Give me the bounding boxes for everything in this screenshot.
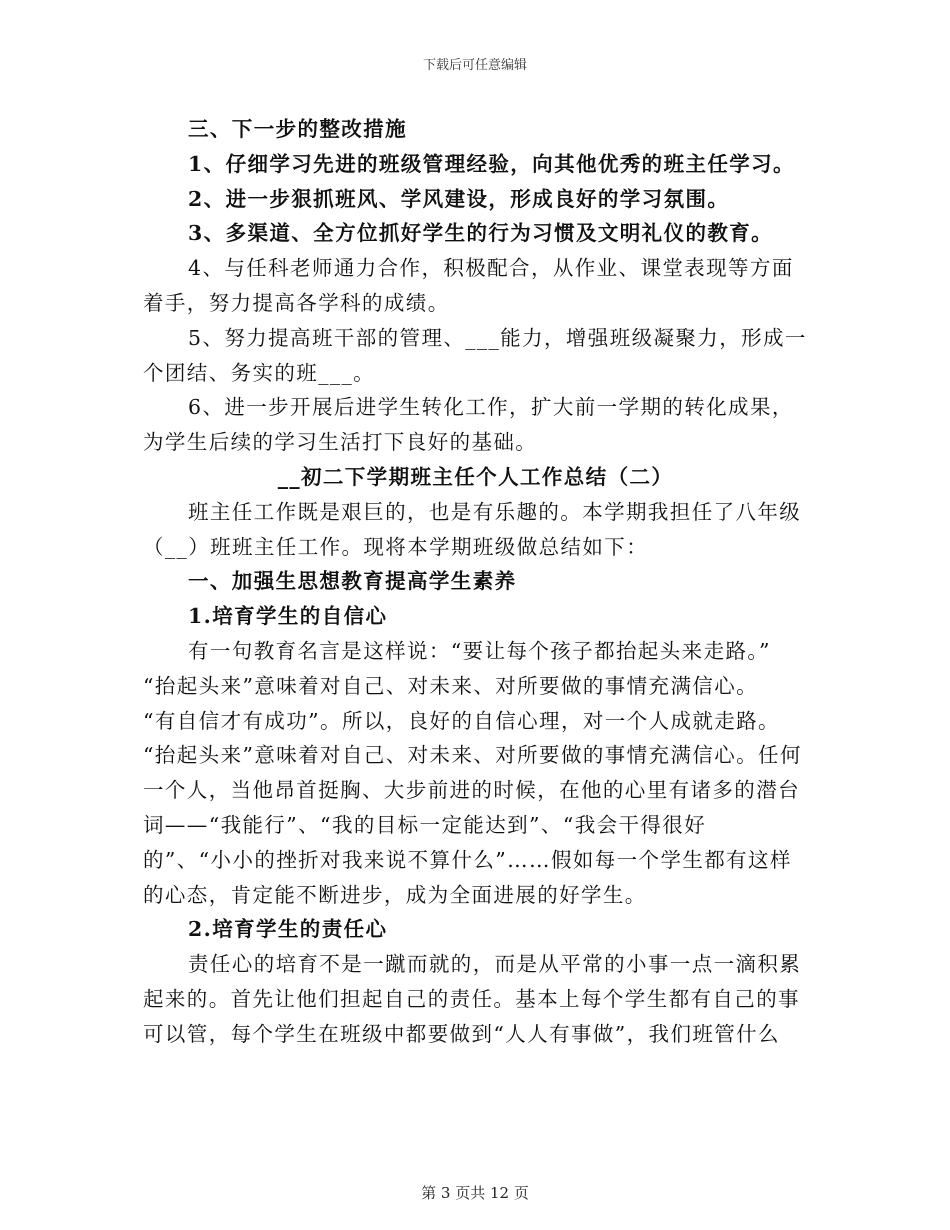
measure-5: 5、努力提高班干部的管理、___能力，增强班级凝聚力，形成一个团结、务实的班___。: [143, 325, 807, 385]
document-title: __初二下学期班主任个人工作总结（二）: [277, 464, 674, 489]
responsibility-paragraph: 责任心的培育不是一蹴而就的，而是从平常的小事一点一滴积累起来的。首先让他们担起自己的责任。基本上每个学生都有自己的事可以管，每个学生在班级中都要做到“人人有事做”，我们班管什么: [143, 952, 802, 1046]
intro-paragraph: 班主任工作既是艰巨的，也是有乐趣的。本学期我担任了八年级（__）班班主任工作。现将本学期班级做总结如下：: [143, 499, 802, 559]
subheading-responsibility: 2.培育学生的责任心: [188, 917, 388, 942]
section-heading-next-steps: 三、下一步的整改措施: [188, 117, 407, 141]
measure-4: 4、与任科老师通力合作，积极配合，从作业、课堂表现等方面着手，努力提高各学科的成绩。: [143, 256, 794, 315]
confidence-paragraph-line-5: 的”、“小小的挫折对我来说不算什么”……假如每一个学生都有这样的心态，肯定能不断进步，成为全面进展的好学生。: [143, 847, 792, 907]
confidence-paragraph-line-3: “有自信才有成功”。所以，良好的自信心理，对一个人成就走路。: [143, 708, 780, 733]
measure-2: 2、进一步狠抓班风、学风建设，形成良好的学习氛围。: [188, 186, 730, 211]
confidence-paragraph-line-4: “抬起头来”意味着对自己、对未来、对所要做的事情充满信心。任何一个人，当他昂首挺胸、大步前进的时候，在他的心里有诸多的潜台词——“我能行”、“我的目标一定能达到”、“我会干得很好: [143, 743, 802, 837]
measure-6: 6、进一步开展后进学生转化工作，扩大前一学期的转化成果，为学生后续的学习生活打下良好的基础。: [143, 395, 794, 455]
document-body: [143, 112, 808, 1052]
measure-1: 1、仔细学习先进的班级管理经验，向其他优秀的班主任学习。: [188, 151, 795, 176]
confidence-paragraph-line-1: 有一句教育名言是这样说：“要让每个孩子都抬起头来走路。”: [188, 638, 771, 663]
subheading-confidence: 1.培育学生的自信心: [188, 604, 388, 629]
measure-3: 3、多渠道、全方位抓好学生的行为习惯及文明礼仪的教育。: [188, 221, 774, 246]
page-number: 第 3 页共 12 页: [421, 1184, 529, 1202]
confidence-paragraph-line-2: “抬起头来”意味着对自己、对未来、对所要做的事情充满信心。: [143, 673, 759, 698]
page-header: 下载后可任意编辑: [422, 58, 527, 73]
section-heading-ideology: 一、加强生思想教育提高学生素养: [188, 569, 517, 594]
